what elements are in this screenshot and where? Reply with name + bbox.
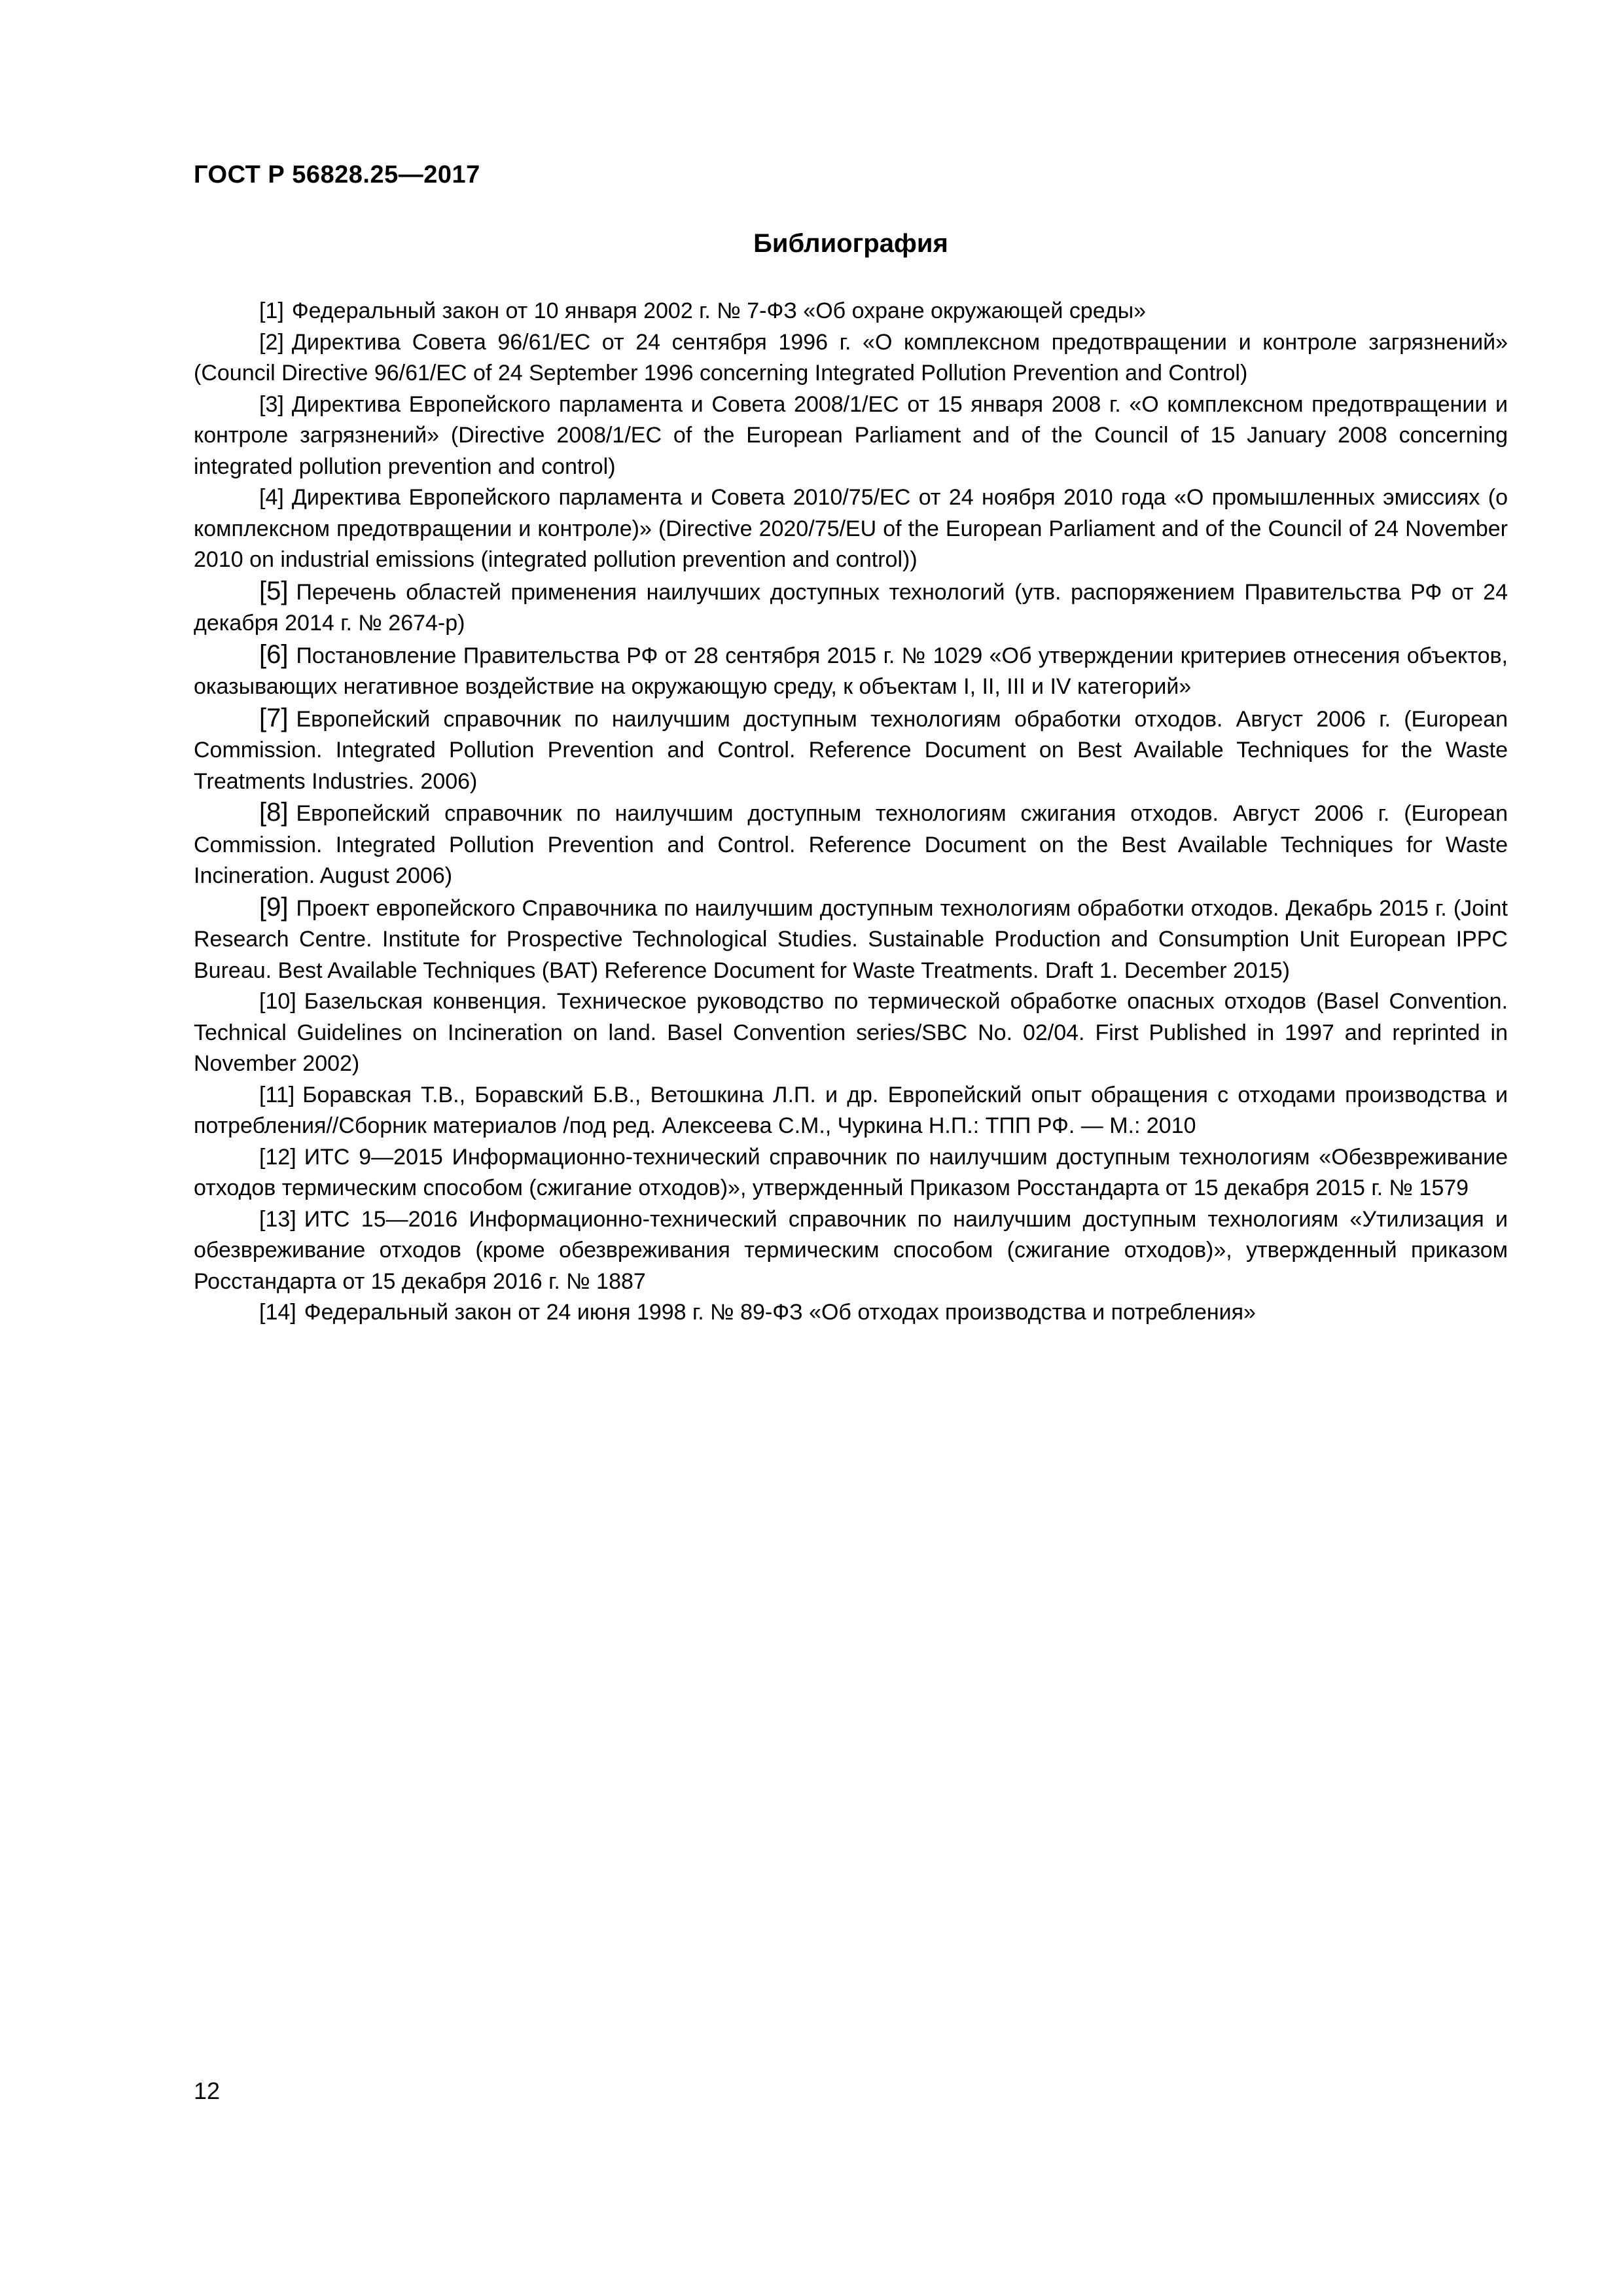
reference-text: Европейский справочник по наилучшим доступным технологиям сжигания отходов. Август 2006 г. (European Commission. Integrated Pollution Prevention and Control. Reference Document on the Best Available Techniques for Waste Incineration. August 2006) [194, 801, 1508, 888]
reference-number: [10] [259, 989, 296, 1014]
reference-number: [13] [259, 1206, 296, 1232]
reference-number: [12] [259, 1144, 296, 1170]
bibliography-entry [194, 1080, 1508, 1142]
reference-text: ИТС 15—2016 Информационно-технический справочник по наилучшим доступным технологиям «Утилизация и обезвреживание отходов (кроме обезвреживания термическим способом (сжигание отходов)», утвержденный приказом Росстандарта от 15 декабря 2016 г. № 1887 [194, 1206, 1508, 1294]
reference-text: Федеральный закон от 10 января 2002 г. № 7-ФЗ «Об охране окружающей среды» [291, 298, 1147, 323]
reference-number: [7] [259, 703, 289, 732]
bibliography-entry [194, 482, 1508, 576]
reference-text: Директива Совета 96/61/ЕС от 24 сентября 1996 г. «О комплексном предотвращении и контроле загрязнений» (Council Directive 96/61/EC of 24 September 1996 concerning Integrated Pollution Prevention and Control) [194, 329, 1508, 386]
reference-text: Федеральный закон от 24 июня 1998 г. № 89-ФЗ «Об отходах производства и потребления» [304, 1300, 1256, 1325]
reference-number: [1] [259, 298, 284, 323]
bibliography-entry [194, 892, 1508, 987]
reference-number: [6] [259, 639, 289, 669]
reference-text: Директива Европейского парламента и Совета 2010/75/ЕС от 24 ноября 2010 года «О промышленных эмиссиях (о комплексном предотвращении и контроле)» (Directive 2020/75/EU of the European Parliament and of the Council of 24 November 2010 on industrial emissions (integrated pollution prevention and control)) [194, 485, 1508, 572]
reference-text: Директива Европейского парламента и Совета 2008/1/ЕС от 15 января 2008 г. «О комплексном предотвращении и контроле загрязнений» (Directive 2008/1/EC of the European Parliament and of the Council of 15 January 2008 concerning integrated pollution prevention and control) [194, 391, 1508, 479]
bibliography-entry [194, 576, 1508, 639]
reference-text: Проект европейского Справочника по наилучшим доступным технологиям обработки отходов. Декабрь 2015 г. (Joint Research Centre. Institute for Prospective Technological Studies. Sustainable Production and Consumption Unit European IPPC Bureau. Best Available Techniques (BAT) Reference Document for Waste Treatments. Draft 1. December 2015) [194, 895, 1508, 983]
bibliography-entry [194, 703, 1508, 798]
reference-text: Боравская Т.В., Боравский Б.В., Ветошкина Л.П. и др. Европейский опыт обращения с отходами производства и потребления//Сборник материалов /под ред. Алексеева С.М., Чуркина Н.П.: ТПП РФ. — М.: 2010 [194, 1082, 1508, 1138]
bibliography-entry [194, 1297, 1508, 1329]
reference-number: [3] [259, 391, 284, 417]
bibliography-entry [194, 1142, 1508, 1204]
reference-number: [4] [259, 485, 284, 510]
bibliography-list [194, 296, 1508, 1329]
bibliography-entry [194, 639, 1508, 703]
reference-number: [8] [259, 798, 289, 827]
bibliography-entry [194, 1204, 1508, 1298]
bibliography-entry [194, 389, 1508, 483]
reference-number: [2] [259, 329, 284, 355]
reference-text: Постановление Правительства РФ от 28 сентября 2015 г. № 1029 «Об утверждении критериев отнесения объектов, оказывающих негативное воздействие на окружающую среду, к объектам I, II, III и IV категорий» [194, 643, 1508, 699]
reference-text: Европейский справочник по наилучшим доступным технологиям обработки отходов. Август 2006 г. (European Commission. Integrated Pollution Prevention and Control. Reference Document on Best Available Techniques for the Waste Treatments Industries. 2006) [194, 706, 1508, 794]
reference-number: [14] [259, 1300, 296, 1325]
bibliography-entry [194, 296, 1508, 327]
reference-text: Перечень областей применения наилучших доступных технологий (утв. распоряжением Правительства РФ от 24 декабря 2014 г. № 2674-р) [194, 579, 1508, 636]
document-header: ГОСТ Р 56828.25—2017 [194, 161, 480, 188]
bibliography-entry [194, 797, 1508, 892]
reference-text: Базельская конвенция. Техническое руководство по термической обработке опасных отходов (Basel Convention. Technical Guidelines on Incineration on land. Basel Convention series/SBC No. 02/04. First Published in 1997 and reprinted in November 2002) [194, 989, 1508, 1076]
reference-number: [5] [259, 576, 289, 605]
reference-number: [9] [259, 892, 289, 922]
page-number: 12 [194, 2077, 221, 2104]
bibliography-entry [194, 327, 1508, 389]
reference-number: [11] [259, 1082, 295, 1107]
section-title: Библиография [753, 229, 948, 258]
bibliography-entry [194, 986, 1508, 1080]
reference-text: ИТС 9—2015 Информационно-технический справочник по наилучшим доступным технологиям «Обезвреживание отходов термическим способом (сжигание отходов)», утвержденный Приказом Росстандарта от 15 декабря 2015 г. № 1579 [194, 1144, 1508, 1200]
